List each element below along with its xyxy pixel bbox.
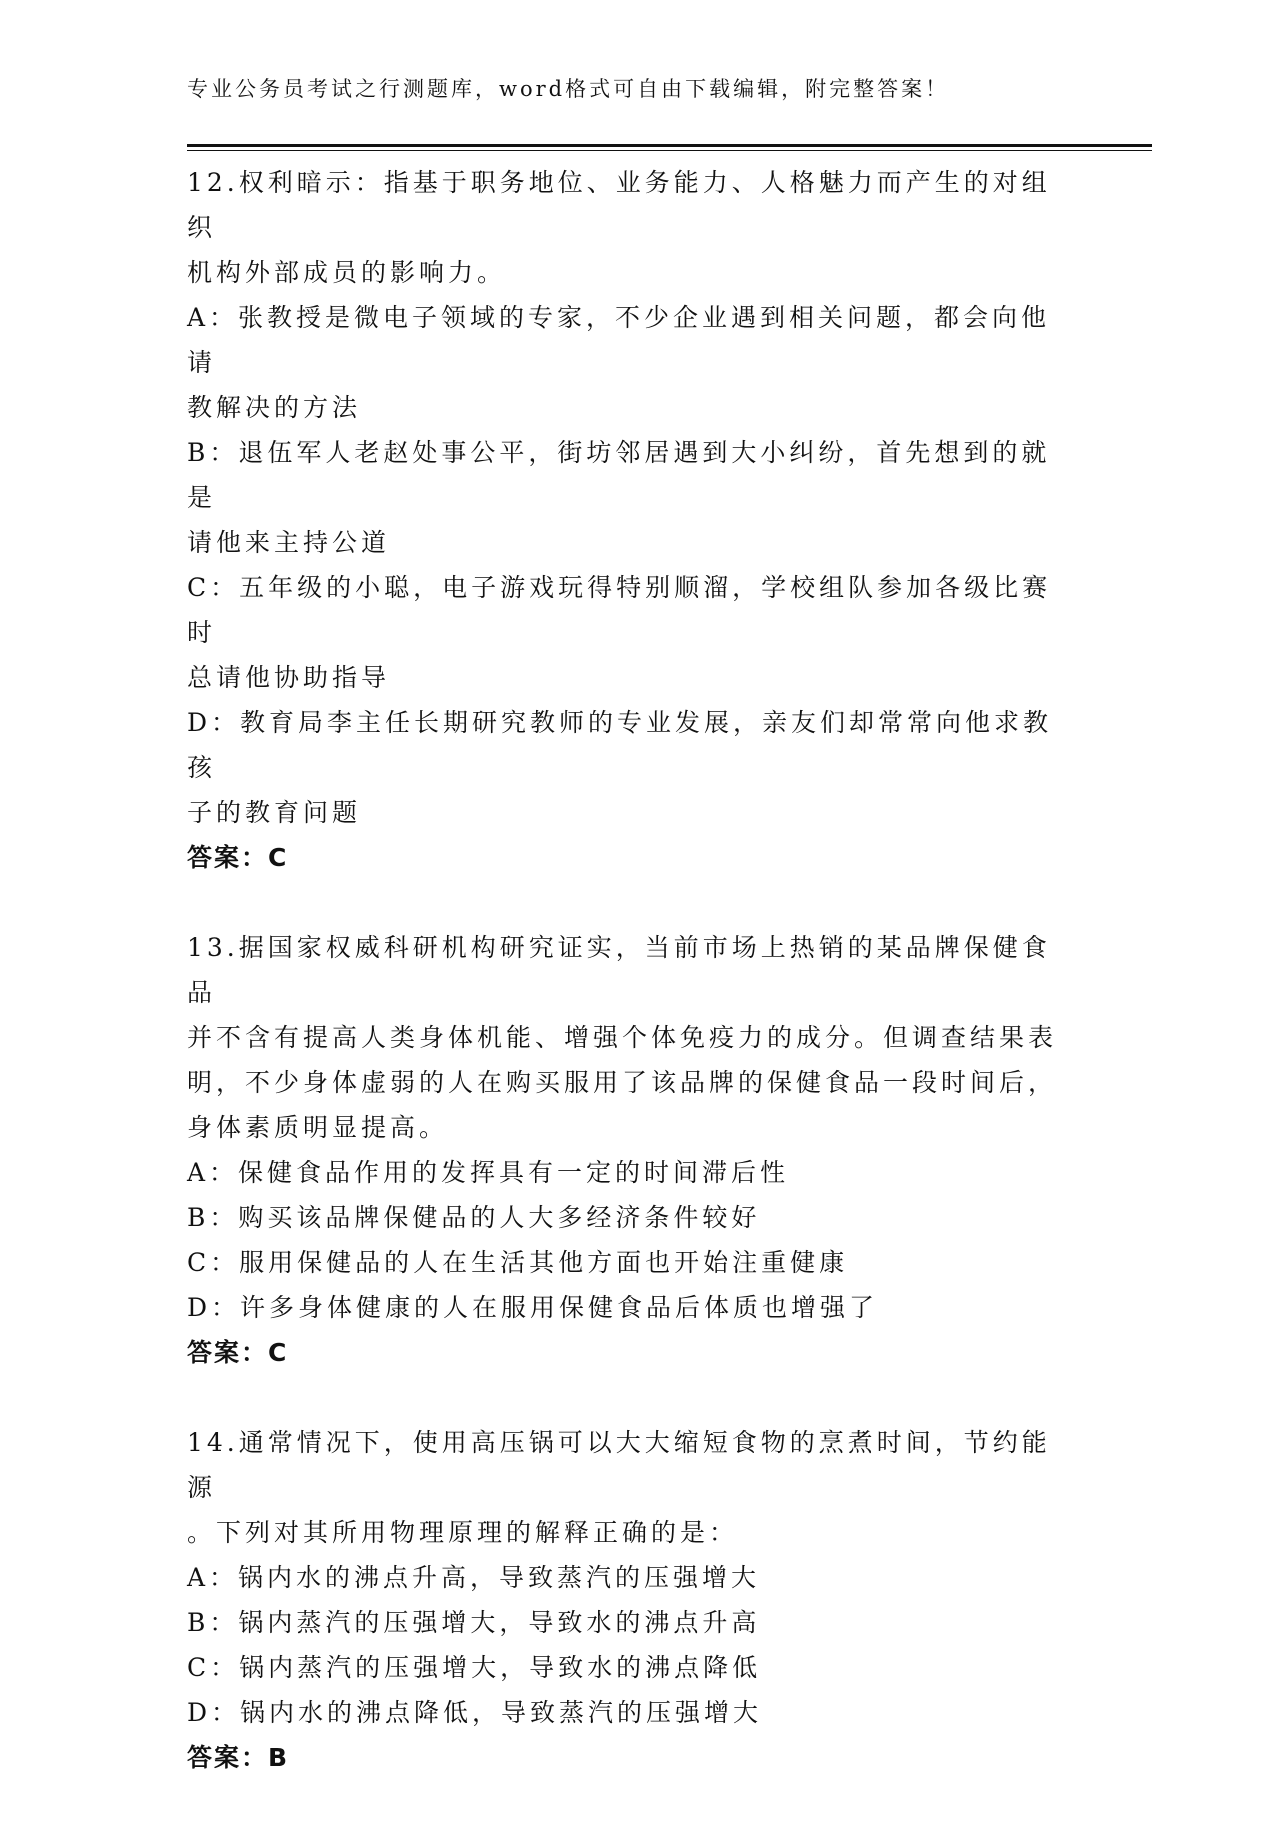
option-c-line: C：锅内蒸汽的压强增大，导致水的沸点降低	[187, 1653, 762, 1682]
option-a-line: 教解决的方法	[187, 393, 362, 422]
option-b-line: 请他来主持公道	[187, 528, 391, 557]
option-b-line: B：购买该品牌保健品的人大多经济条件较好	[187, 1203, 761, 1232]
question-stem-line: 13.据国家权威科研机构研究证实，当前市场上热销的某品牌保健食品	[187, 933, 1051, 1007]
option-c-line: C：五年级的小聪，电子游戏玩得特别顺溜，学校组队参加各级比赛时	[187, 573, 1052, 647]
page-header: 专业公务员考试之行测题库，word格式可自由下载编辑，附完整答案！	[187, 77, 950, 101]
question-stem-line: 并不含有提高人类身体机能、增强个体免疫力的成分。但调查结果表	[187, 1023, 1058, 1052]
question-stem-line: 14.通常情况下，使用高压锅可以大大缩短食物的烹煮时间，节约能源	[187, 1428, 1051, 1502]
header-rule-thick	[187, 144, 1152, 147]
option-c-line: 总请他协助指导	[187, 663, 391, 692]
option-a-line: A：保健食品作用的发挥具有一定的时间滞后性	[187, 1158, 790, 1187]
option-d-line: D：教育局李主任长期研究教师的专业发展，亲友们却常常向他求教孩	[187, 708, 1053, 782]
answer-label: 答案：C	[187, 1338, 289, 1367]
option-c-line: C：服用保健品的人在生活其他方面也开始注重健康	[187, 1248, 849, 1277]
question-stem-line: 明，不少身体虚弱的人在购买服用了该品牌的保健食品一段时间后，	[187, 1068, 1058, 1097]
option-b-line: B：退伍军人老赵处事公平，街坊邻居遇到大小纠纷，首先想到的就是	[187, 438, 1051, 512]
question-list	[187, 160, 1067, 1825]
header-rule-thin	[187, 150, 1152, 151]
option-d-line: D：锅内水的沸点降低，导致蒸汽的压强增大	[187, 1698, 763, 1727]
answer-label: 答案：B	[187, 1743, 290, 1772]
option-a-line: A：锅内水的沸点升高，导致蒸汽的压强增大	[187, 1563, 761, 1592]
option-b-line: B：锅内蒸汽的压强增大，导致水的沸点升高	[187, 1608, 761, 1637]
question-13	[187, 925, 1067, 1376]
option-d-line: D：许多身体健康的人在服用保健食品后体质也增强了	[187, 1293, 879, 1322]
question-14	[187, 1420, 1067, 1781]
question-12	[187, 160, 1067, 881]
question-stem-line: 12.权利暗示：指基于职务地位、业务能力、人格魅力而产生的对组织	[187, 168, 1051, 242]
question-stem-line: 。下列对其所用物理原理的解释正确的是：	[187, 1518, 739, 1547]
question-stem-line: 身体素质明显提高。	[187, 1113, 449, 1142]
option-a-line: A：张教授是微电子领域的专家，不少企业遇到相关问题，都会向他请	[187, 303, 1051, 377]
answer-label: 答案：C	[187, 843, 289, 872]
question-stem-line: 机构外部成员的影响力。	[187, 258, 507, 287]
option-d-line: 子的教育问题	[187, 798, 362, 827]
